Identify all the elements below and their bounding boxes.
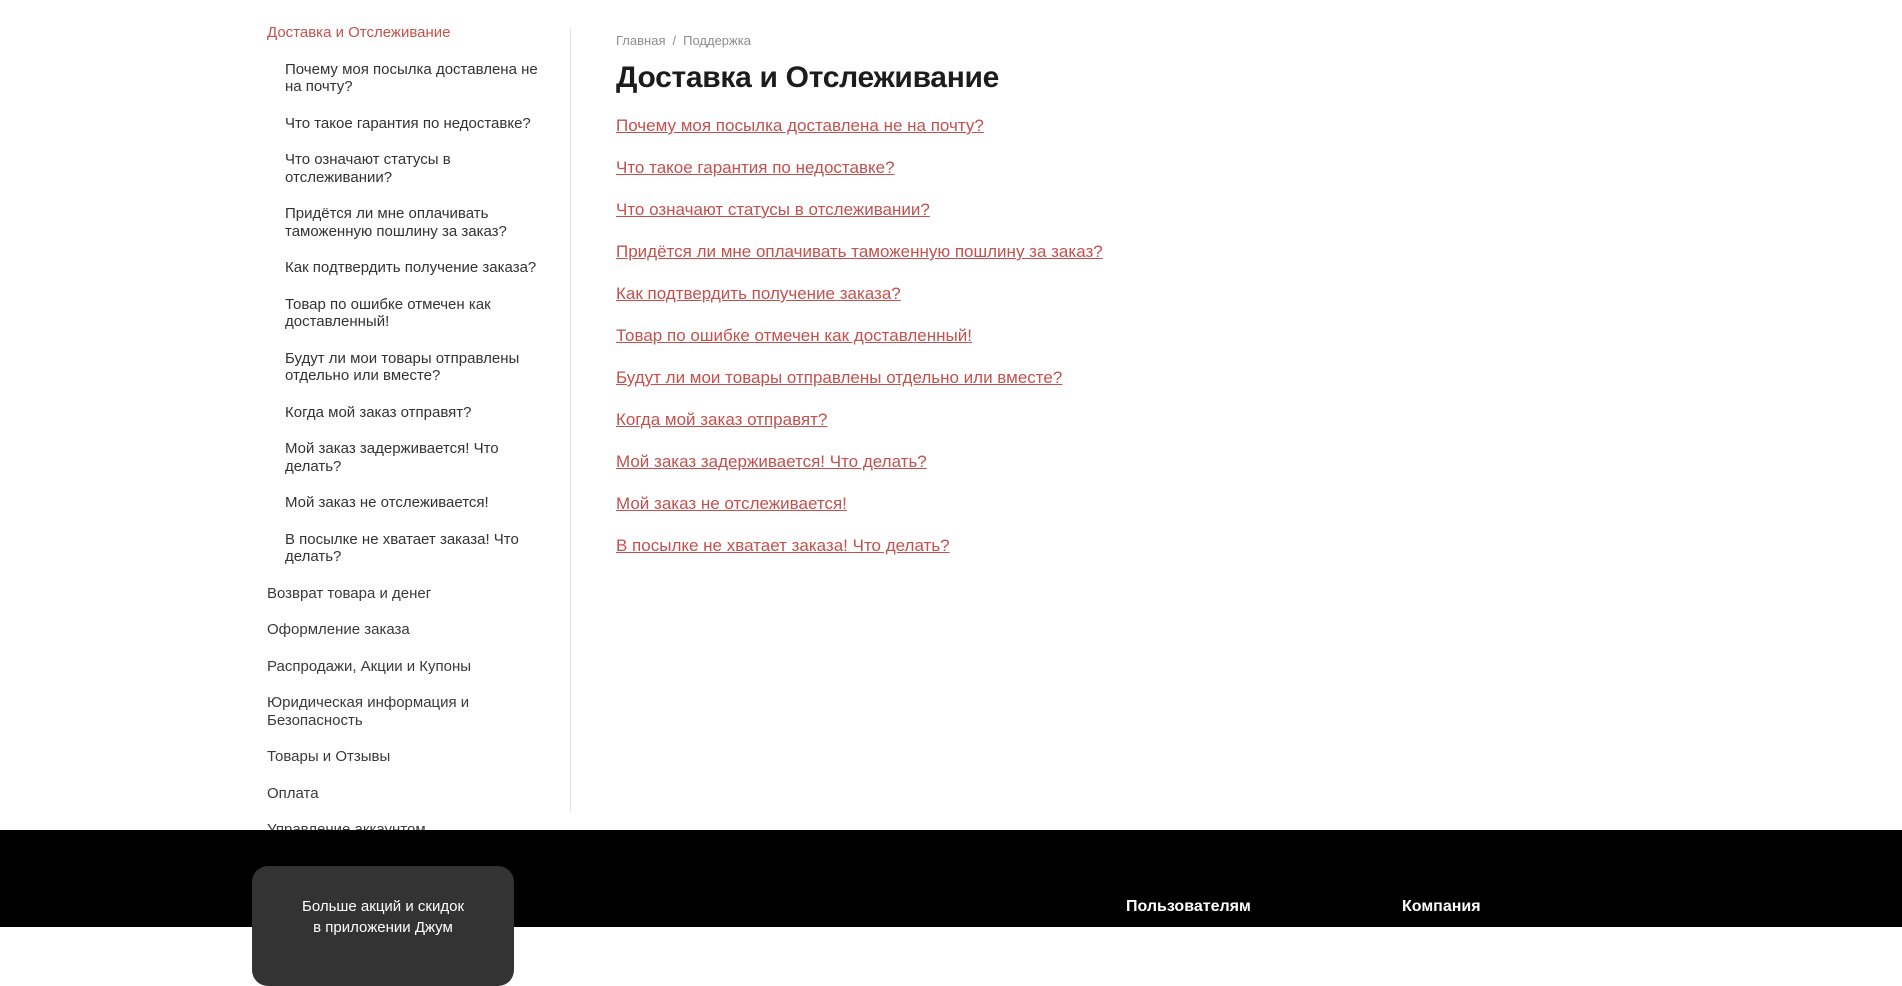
- breadcrumb: [616, 33, 1316, 48]
- question-link[interactable]: Почему моя посылка доставлена не на почту?: [616, 116, 984, 135]
- sidebar-category-link[interactable]: Юридическая информация и Безопасность: [267, 694, 470, 729]
- app-promo-card[interactable]: [252, 866, 514, 986]
- sidebar-question-link[interactable]: Как подтвердить получение заказа?: [285, 259, 537, 276]
- main-content: [616, 33, 1316, 578]
- sidebar-category-link[interactable]: Возврат товара и денег: [267, 584, 432, 602]
- footer: [0, 830, 1902, 936]
- question-link[interactable]: Что такое гарантия по недоставке?: [616, 158, 895, 177]
- question-link[interactable]: Мой заказ задерживается! Что делать?: [616, 452, 927, 471]
- breadcrumb-current-link[interactable]: Поддержка: [683, 33, 751, 48]
- sidebar-question-link[interactable]: Почему моя посылка доставлена не на почту?: [285, 60, 538, 95]
- sidebar-question-list: [267, 61, 555, 566]
- question-link[interactable]: Мой заказ не отслеживается!: [616, 494, 847, 513]
- app-promo-line1: Больше акций и скидок: [301, 898, 465, 915]
- question-link[interactable]: Когда мой заказ отправят?: [616, 410, 828, 429]
- sidebar-category-link[interactable]: Товары и Отзывы: [267, 748, 391, 765]
- sidebar-question-link[interactable]: Что означают статусы в отслеживании?: [285, 151, 451, 186]
- question-link-list: [616, 116, 1316, 556]
- sidebar-content-divider: [570, 28, 571, 812]
- breadcrumb-home-link[interactable]: Главная: [616, 33, 666, 48]
- sidebar-question-link[interactable]: В посылке не хватает заказа! Что делать?: [285, 530, 519, 565]
- question-link[interactable]: Как подтвердить получение заказа?: [616, 284, 901, 303]
- sidebar-category-active[interactable]: Доставка и Отслеживание: [267, 24, 451, 41]
- sidebar-question-link[interactable]: Будут ли мои товары отправлены отдельно или вместе?: [285, 349, 520, 384]
- app-promo-line2: в приложении Джум: [313, 919, 453, 936]
- question-link[interactable]: В посылке не хватает заказа! Что делать?: [616, 536, 950, 555]
- sidebar-category-list: [267, 585, 555, 839]
- question-link[interactable]: Придётся ли мне оплачивать таможенную пошлину за заказ?: [616, 242, 1103, 261]
- footer-heading-users: Пользователям: [1126, 898, 1251, 915]
- page-title: Доставка и Отслеживание: [616, 61, 1000, 94]
- sidebar-question-link[interactable]: Товар по ошибке отмечен как доставленный!: [285, 295, 491, 330]
- question-link[interactable]: Что означают статусы в отслеживании?: [616, 200, 930, 219]
- sidebar-category-link[interactable]: Оформление заказа: [267, 621, 410, 638]
- footer-heading-company: Компания: [1402, 898, 1481, 915]
- sidebar-category-link[interactable]: Распродажи, Акции и Купоны: [267, 657, 472, 675]
- breadcrumb-separator: /: [672, 33, 677, 48]
- sidebar: [267, 24, 555, 858]
- sidebar-question-link[interactable]: Мой заказ задерживается! Что делать?: [285, 440, 499, 475]
- sidebar-question-link[interactable]: Что такое гарантия по недоставке?: [285, 114, 531, 132]
- question-link[interactable]: Будут ли мои товары отправлены отдельно или вместе?: [616, 368, 1063, 387]
- question-link[interactable]: Товар по ошибке отмечен как доставленный!: [616, 326, 972, 345]
- sidebar-question-link[interactable]: Когда мой заказ отправят?: [285, 403, 472, 421]
- sidebar-category-link[interactable]: Оплата: [267, 784, 319, 802]
- sidebar-question-link[interactable]: Мой заказ не отслеживается!: [285, 494, 489, 511]
- sidebar-question-link[interactable]: Придётся ли мне оплачивать таможенную пошлину за заказ?: [285, 205, 507, 240]
